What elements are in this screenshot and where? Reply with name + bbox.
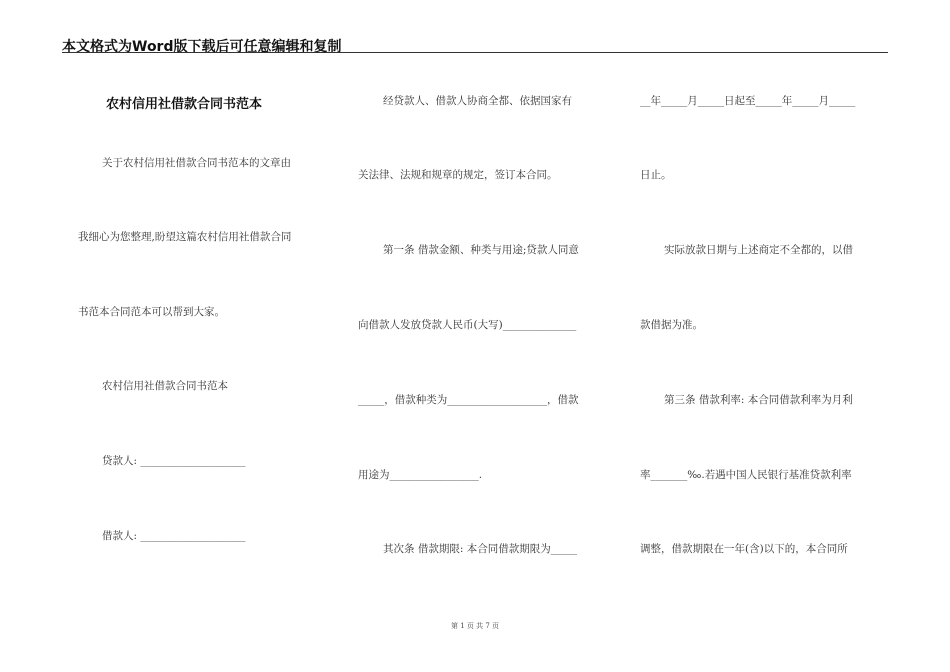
- col1-line-1: 关于农村信用社借款合同书范本的文章由: [102, 157, 291, 169]
- col2-line-5: _____，借款种类为___________________，借款: [358, 394, 579, 406]
- header-divider: [62, 52, 888, 53]
- document-title: 农村信用社借款合同书范本: [106, 97, 263, 112]
- col3-line-2: 日止。: [640, 169, 672, 181]
- col2-line-2: 关法律、法规和规章的规定，签订本合同。: [358, 169, 558, 181]
- col1-line-4: 农村信用社借款合同书范本: [102, 380, 228, 392]
- col1-line-2: 我细心为您整理,盼望这篇农村信用社借款合同: [78, 231, 292, 243]
- borrower-field: 借款人: ____________________: [102, 530, 246, 542]
- col2-line-3: 第一条 借款金额、种类与用途;贷款人同意: [383, 244, 579, 256]
- col3-line-3: 实际放款日期与上述商定不全都的，以借: [664, 244, 853, 256]
- col2-line-7: 其次条 借款期限: 本合同借款期限为_____: [383, 543, 577, 555]
- col2-line-1: 经贷款人、借款人协商全都、依据国家有: [383, 95, 572, 107]
- col3-line-4: 款借据为准。: [640, 319, 703, 331]
- col1-line-3: 书范本合同范本可以帮到大家。: [78, 306, 225, 318]
- document-header: 本文格式为Word版下载后可任意编辑和复制: [62, 39, 342, 55]
- col3-line-5: 第三条 借款利率: 本合同借款利率为月利: [664, 394, 853, 406]
- col3-line-7: 调整，借款期限在一年(含)以下的，本合同所: [640, 543, 848, 555]
- col3-line-6: 率_______‰.若遇中国人民银行基准贷款利率: [640, 469, 852, 481]
- page-number: 第 1 页 共 7 页: [450, 622, 500, 630]
- col2-line-6: 用途为_________________.: [358, 469, 483, 481]
- col3-line-1: __年_____月_____日起至_____年_____月_____: [640, 95, 856, 107]
- col2-line-4: 向借款人发放贷款人民币(大写)______________: [358, 319, 577, 331]
- lender-field: 贷款人: ____________________: [102, 455, 246, 467]
